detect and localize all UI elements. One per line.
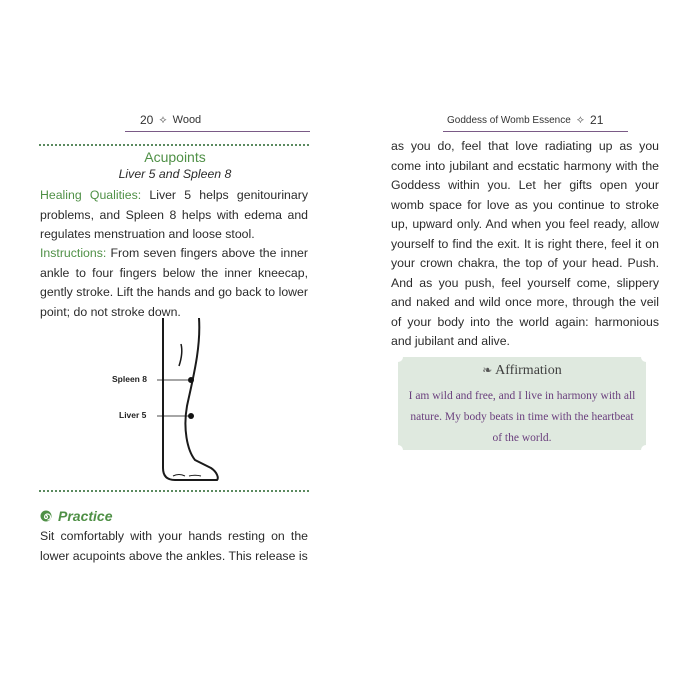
left-page-number: 20 [140, 113, 154, 127]
affirmation-box [398, 357, 646, 450]
header-rule [443, 131, 628, 132]
leg-illustration [155, 318, 220, 488]
spleen-8-point-icon [188, 377, 194, 383]
left-page-header [140, 113, 201, 127]
right-page-header [447, 113, 603, 127]
instructions-paragraph [40, 244, 308, 322]
healing-qualities-paragraph [40, 186, 308, 245]
healing-qualities-text: Liver 5 helps genitourinary problems, and Spleen 8 helps with edema and regulates menstruation and loose stool. [40, 188, 308, 241]
spiral-flourish-icon: ❧ [482, 363, 493, 377]
practice-heading: Practice [58, 508, 113, 524]
bottom-dotted-divider [39, 490, 309, 492]
spleen-8-label: Spleen 8 [112, 374, 147, 384]
left-section-title: Wood [172, 114, 202, 126]
spiral-icon [40, 510, 52, 522]
practice-heading-row [40, 508, 112, 524]
right-page [350, 0, 700, 700]
corner-notch [393, 352, 403, 362]
diamond-ornament-icon: ⟡ [576, 113, 585, 126]
liver-5-point-icon [188, 413, 194, 419]
top-dotted-divider [39, 144, 309, 146]
instructions-text: From seven fingers above the inner ankle to four fingers below the inner kneecap, gently stroke. Lift the hands and go back to lower point; do not stroke down. [40, 246, 308, 319]
practice-paragraph: Sit comfortably with your hands resting on the lower acupoints above the ankles. This release is [40, 529, 308, 563]
affirmation-text: I am wild and free, and I live in harmony with all nature. My body beats in time with the heartbeat of the world. [408, 390, 636, 444]
acupoints-subtitle: Liver 5 and Spleen 8 [118, 167, 232, 181]
instructions-label: Instructions: [40, 246, 107, 260]
corner-notch [641, 352, 651, 362]
acupoints-heading: Acupoints [144, 149, 206, 165]
affirmation-title: Affirmation [495, 363, 562, 378]
continued-body-text: as you do, feel that love radiating up as you come into jubilant and ecstatic harmony with the Goddess within you. Let her gifts open your womb space for love as you continue to stroke up, upward only. And when you feel ready, allow yourself to find the exit. It is right there, feel it on your crown chakra, the top of your head. Push. And as you push, feel yourself come, slippery and naked and wild once more, through the veil of your body into the world again: harmonious and jubilant and alive. [391, 139, 659, 348]
affirmation-title-row [398, 363, 646, 379]
healing-qualities-label: Healing Qualities: [40, 188, 142, 202]
right-page-number: 21 [590, 113, 604, 127]
corner-notch [641, 445, 651, 455]
corner-notch [393, 445, 403, 455]
running-title: Goddess of Womb Essence [447, 114, 571, 126]
liver-5-label: Liver 5 [119, 410, 147, 420]
diamond-ornament-icon: ⟡ [159, 113, 167, 126]
header-rule [125, 131, 310, 132]
